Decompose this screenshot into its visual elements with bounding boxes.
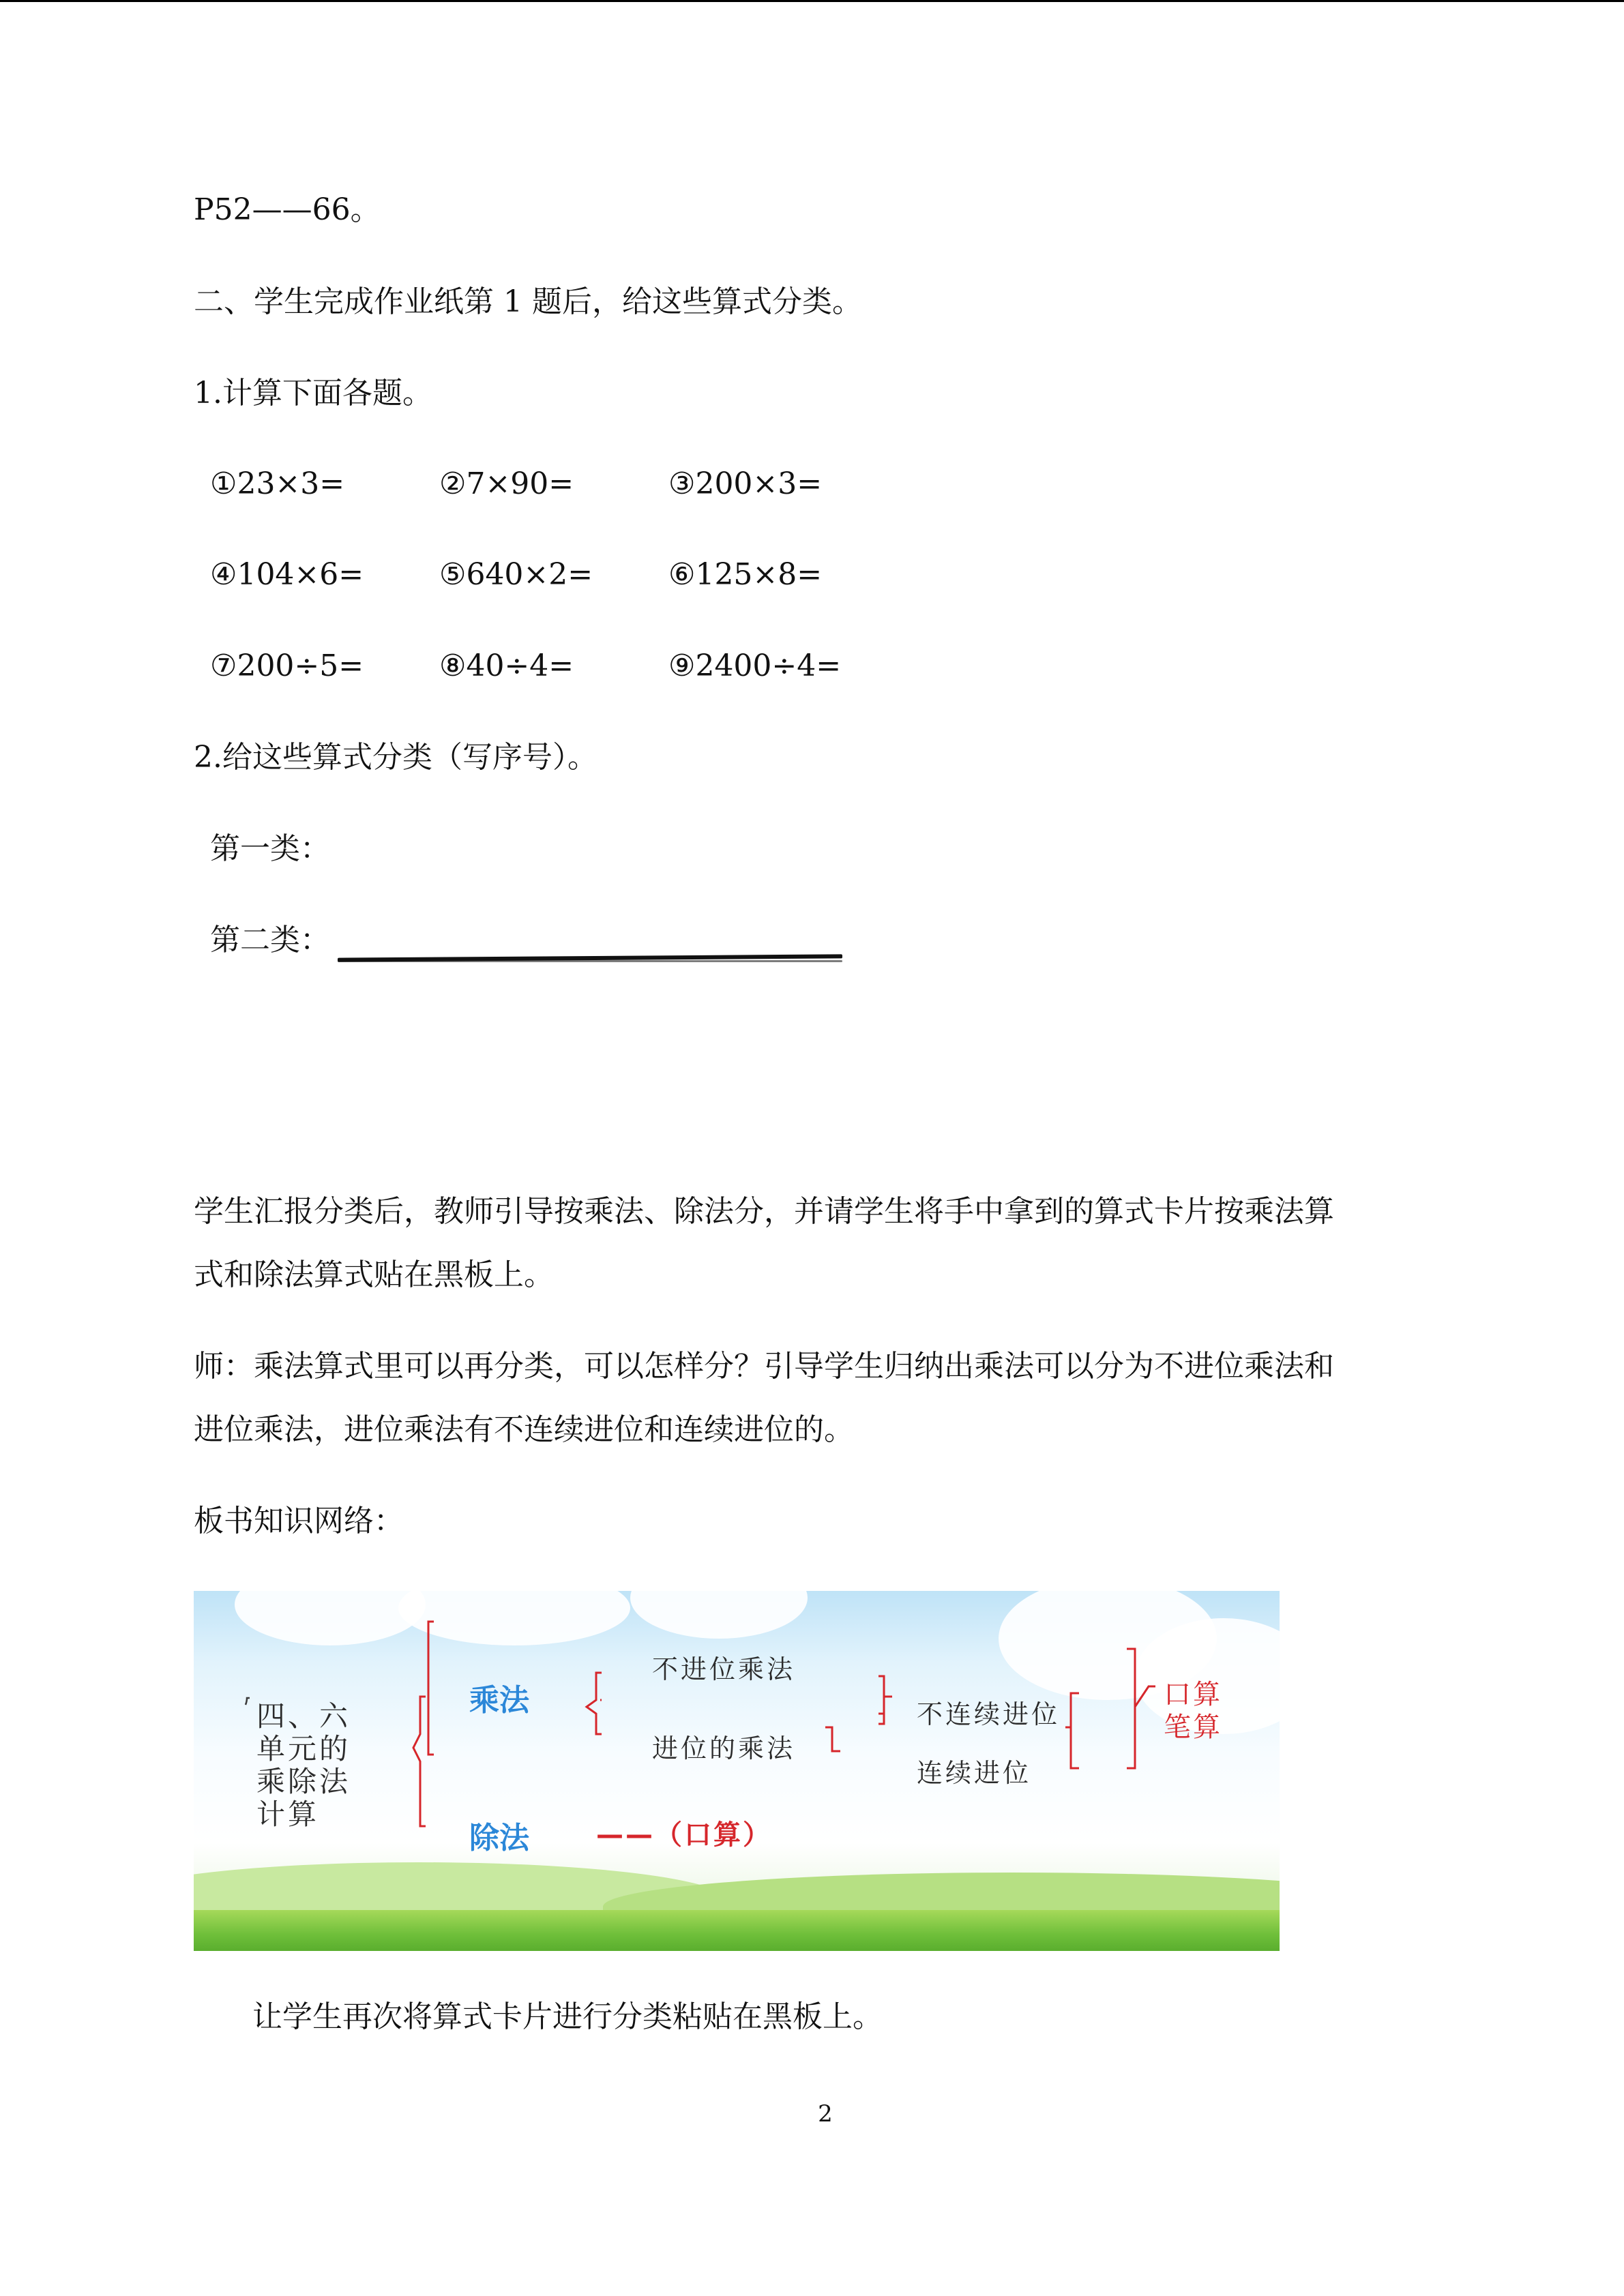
knowledge-network-diagram (194, 1591, 1280, 1951)
root-line-4: 计算 (256, 1798, 320, 1831)
problem-6: ⑥125×8= (668, 557, 823, 592)
page-ref-line: P52——66。 (194, 192, 381, 227)
problem-9: ⑨2400÷4= (668, 648, 842, 683)
paragraph-two-line-2: 进位乘法，进位乘法有不连续进位和连续进位的。 (194, 1412, 854, 1447)
problem-4: ④104×6= (210, 557, 364, 592)
connector-lines (194, 1591, 1280, 1951)
paragraph-two-line-1: 师：乘法算式里可以再分类，可以怎样分？引导学生归纳出乘法可以分为不进位乘法和 (194, 1349, 1334, 1384)
closing-sentence: 让学生再次将算式卡片进行分类粘贴在黑板上。 (252, 1999, 883, 2034)
paragraph-one-line-1: 学生汇报分类后，教师引导按乘法、除法分，并请学生将手中拿到的算式卡片按乘法算 (194, 1194, 1334, 1229)
section-two-heading: 二、学生完成作业纸第 1 题后，给这些算式分类。 (194, 284, 862, 319)
non-consecutive-carry-label: 不连续进位 (917, 1699, 1061, 1729)
page-top-border (0, 0, 1624, 2)
root-line-3: 乘除法 (256, 1765, 351, 1798)
problem-5: ⑤640×2= (439, 557, 593, 592)
problem-1: ①23×3= (210, 466, 345, 501)
with-carry-label: 进位的乘法 (652, 1733, 796, 1763)
answer-blank-line (338, 956, 842, 963)
written-calc-label: 笔算 (1164, 1712, 1222, 1743)
problem-7: ⑦200÷5= (210, 648, 364, 683)
question-two-title: 2.给这些算式分类（写序号）。 (194, 740, 597, 775)
division-oral-label: ——（口算） (596, 1819, 772, 1851)
page-number: 2 (818, 2100, 833, 2128)
board-title: 板书知识网络： (194, 1504, 404, 1538)
oral-calc-label: 口算 (1164, 1679, 1222, 1710)
question-one-title: 1.计算下面各题。 (194, 376, 432, 411)
multiplication-label: 乘法 (469, 1683, 529, 1718)
category-one-label: 第一类： (210, 831, 330, 866)
category-two-label: 第二类： (210, 923, 330, 957)
no-carry-label: 不进位乘法 (652, 1654, 796, 1684)
division-label: 除法 (469, 1821, 529, 1855)
problem-3: ③200×3= (668, 466, 823, 501)
problem-2: ②7×90= (439, 466, 574, 501)
problem-8: ⑧40÷4= (439, 648, 574, 683)
root-line-2: 单元的 (256, 1732, 351, 1765)
consecutive-carry-label: 连续进位 (917, 1758, 1032, 1788)
paragraph-one-line-2: 式和除法算式贴在黑板上。 (194, 1257, 554, 1292)
root-line-1: 四、六 (256, 1699, 351, 1733)
